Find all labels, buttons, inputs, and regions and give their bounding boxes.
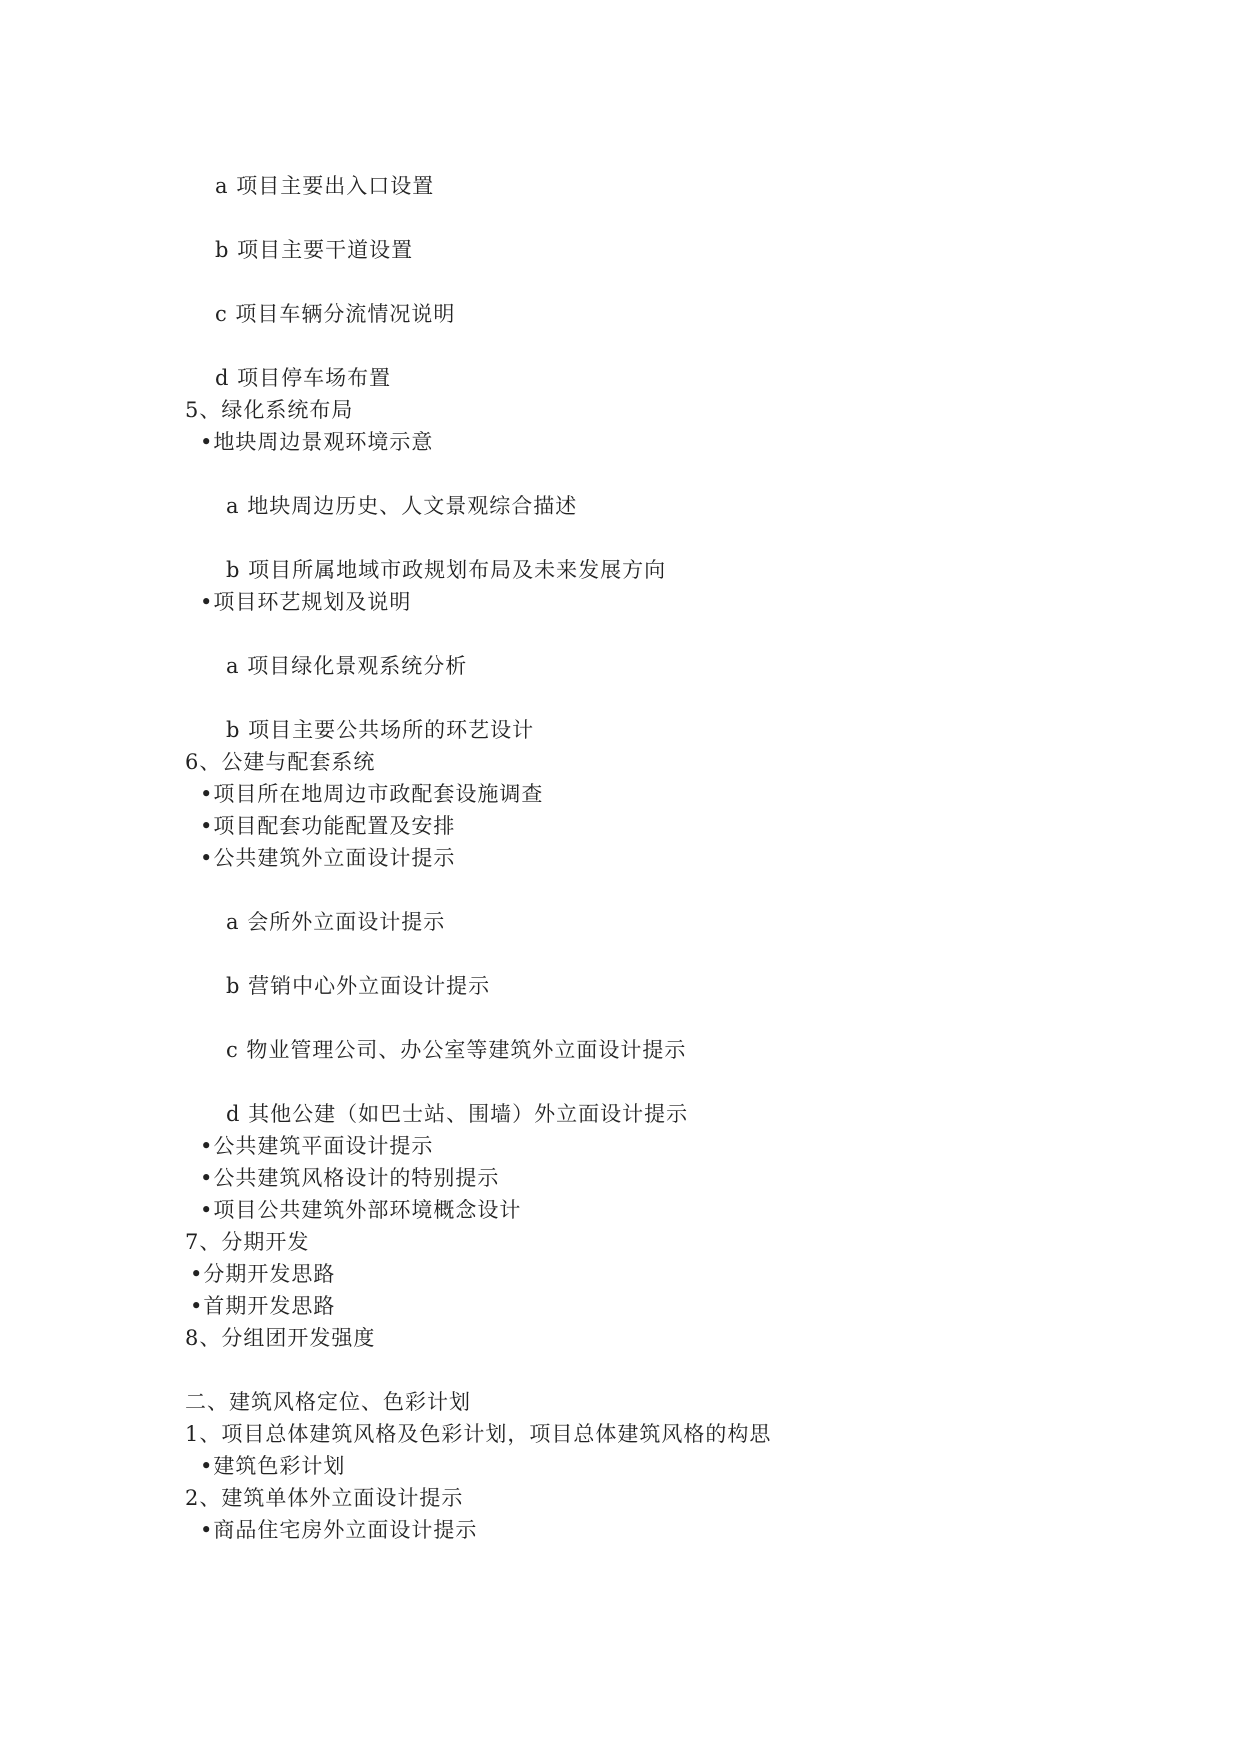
outline-line-sub-b: b 营销中心外立面设计提示 — [226, 974, 491, 998]
bullet-item: •首期开发思路 — [190, 1294, 336, 1318]
outline-line-sub-b: b 项目所属地域市政规划布局及未来发展方向 — [226, 558, 667, 582]
outline-line-sub-a: a 会所外立面设计提示 — [226, 910, 446, 934]
bullet-item: •项目所在地周边市政配套设施调查 — [200, 782, 544, 806]
outline-line-sub-a: a 项目主要出入口设置 — [215, 174, 435, 198]
chapter-heading-2: 二、建筑风格定位、色彩计划 — [185, 1390, 471, 1414]
bullet-item: •公共建筑平面设计提示 — [200, 1134, 434, 1158]
bullet-item: •项目环艺规划及说明 — [200, 590, 412, 614]
outline-line-sub-c: c 物业管理公司、办公室等建筑外立面设计提示 — [226, 1038, 687, 1062]
outline-line-sub-a: a 地块周边历史、人文景观综合描述 — [226, 494, 578, 518]
section-heading-1: 1、项目总体建筑风格及色彩计划，项目总体建筑风格的构思 — [185, 1422, 772, 1446]
outline-line-sub-a: a 项目绿化景观系统分析 — [226, 654, 468, 678]
bullet-item: •项目配套功能配置及安排 — [200, 814, 456, 838]
outline-line-sub-b: b 项目主要公共场所的环艺设计 — [226, 718, 535, 742]
section-heading-7: 7、分期开发 — [185, 1230, 310, 1254]
bullet-item: •项目公共建筑外部环境概念设计 — [200, 1198, 522, 1222]
bullet-item: •地块周边景观环境示意 — [200, 430, 434, 454]
bullet-item: •分期开发思路 — [190, 1262, 336, 1286]
section-heading-6: 6、公建与配套系统 — [185, 750, 376, 774]
outline-line-sub-b: b 项目主要干道设置 — [215, 238, 414, 262]
bullet-item: •公共建筑外立面设计提示 — [200, 846, 456, 870]
bullet-item: •商品住宅房外立面设计提示 — [200, 1518, 478, 1542]
outline-line-sub-d: d 其他公建（如巴士站、围墙）外立面设计提示 — [226, 1102, 689, 1126]
section-heading-2: 2、建筑单体外立面设计提示 — [185, 1486, 464, 1510]
section-heading-5: 5、绿化系统布局 — [185, 398, 354, 422]
outline-line-sub-d: d 项目停车场布置 — [215, 366, 392, 390]
outline-line-sub-c: c 项目车辆分流情况说明 — [215, 302, 456, 326]
section-heading-8: 8、分组团开发强度 — [185, 1326, 376, 1350]
bullet-item: •建筑色彩计划 — [200, 1454, 346, 1478]
bullet-item: •公共建筑风格设计的特别提示 — [200, 1166, 500, 1190]
